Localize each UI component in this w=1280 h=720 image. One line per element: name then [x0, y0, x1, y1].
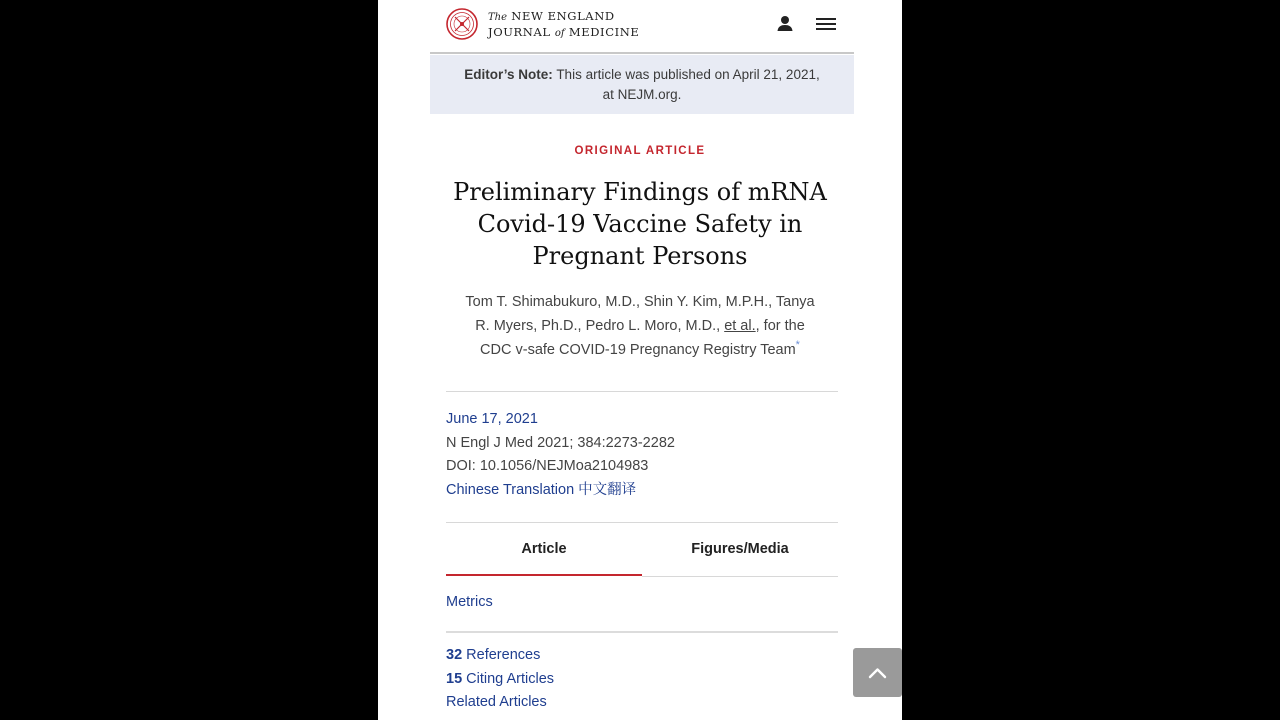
- brand-the: The: [488, 12, 508, 23]
- article-metadata: [446, 408, 838, 503]
- site-header: [378, 0, 902, 52]
- references-label: References: [466, 647, 541, 663]
- editors-note-text-2: at NEJM.org.: [602, 87, 682, 102]
- article-title: [440, 176, 840, 272]
- article-tabs: [446, 523, 838, 577]
- editors-note-text: This article was published on April 21, 2021,: [556, 67, 820, 82]
- editors-note-label: Editor’s Note:: [464, 67, 553, 82]
- citing-articles-link[interactable]: [446, 668, 554, 692]
- brand-journal: JOURNAL: [488, 25, 551, 39]
- authors-line: Tom T. Shimabukuro, M.D., Shin Y. Kim, M.P.H., Tanya: [465, 294, 815, 310]
- active-tab-indicator: [446, 574, 642, 576]
- citation: N Engl J Med 2021; 384:2273-2282: [446, 434, 675, 451]
- header-divider: [430, 52, 854, 54]
- chevron-up-icon: [853, 648, 902, 697]
- article-links: [446, 644, 554, 715]
- nejm-seal-logo: [446, 8, 478, 40]
- references-count: 32: [446, 647, 463, 663]
- tab-figures-media[interactable]: Figures/Media: [691, 541, 789, 557]
- nejm-wordmark[interactable]: [488, 9, 639, 41]
- authors-text: , for the: [755, 318, 805, 334]
- mobile-page: [378, 0, 902, 720]
- authors-group: CDC v-safe COVID-19 Pregnancy Registry Team: [480, 342, 796, 358]
- authors-line: [450, 338, 830, 362]
- et-al-link[interactable]: et al.: [724, 318, 756, 334]
- brand-medicine: MEDICINE: [568, 25, 640, 39]
- article-type-label: ORIGINAL ARTICLE: [574, 145, 706, 157]
- citing-label: Citing Articles: [466, 670, 555, 687]
- editors-note: [430, 55, 854, 114]
- footnote-star-link[interactable]: *: [795, 339, 800, 352]
- divider: [446, 631, 838, 633]
- hamburger-menu-icon[interactable]: [815, 14, 837, 34]
- brand-line1: NEW ENGLAND: [511, 9, 615, 23]
- authors-line: [450, 314, 830, 338]
- publication-date: June 17, 2021: [446, 411, 538, 427]
- citing-count: 15: [446, 670, 463, 687]
- title-line: Pregnant Persons: [532, 242, 748, 270]
- brand-of: of: [554, 28, 565, 39]
- tab-divider: [642, 576, 838, 577]
- doi: DOI: 10.1056/NEJMoa2104983: [446, 458, 649, 475]
- metrics-link[interactable]: Metrics: [446, 594, 493, 610]
- chinese-translation-link[interactable]: Chinese Translation 中文翻译: [446, 482, 637, 499]
- author-list: [450, 290, 830, 362]
- tab-article[interactable]: Article: [521, 541, 567, 557]
- person-icon[interactable]: [775, 14, 795, 34]
- references-link[interactable]: [446, 644, 554, 668]
- divider: [446, 391, 838, 392]
- title-line: Covid-19 Vaccine Safety in: [477, 210, 803, 238]
- authors-text: R. Myers, Ph.D., Pedro L. Moro, M.D.,: [475, 318, 721, 334]
- title-line: Preliminary Findings of mRNA: [453, 178, 827, 206]
- related-articles-link[interactable]: Related Articles: [446, 694, 547, 711]
- scroll-to-top-button[interactable]: [853, 648, 902, 697]
